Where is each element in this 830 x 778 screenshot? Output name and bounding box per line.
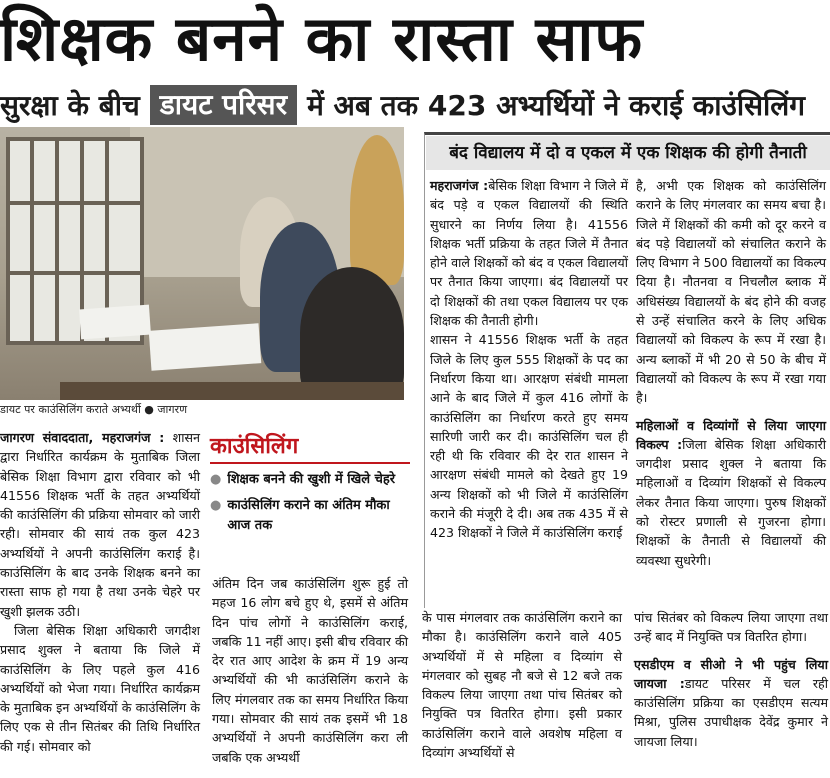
subhead-post: में अब तक 423 अभ्यर्थियों ने कराई काउंसिलिंग bbox=[307, 89, 806, 122]
paragraph: के पास मंगलवार तक काउंसिलिंग कराने का मौका है। काउंसिलिंग कराने वाले 405 अभ्यर्थियों में से महिला व दिव्यांग से मंगलवार को सुबह नौ बजे से 12 बजे तक विकल्प लिया जाएगा तथा पांच सितंबर को नियुक्ति पत्र वितरित होगा। इसी प्रकार काउंसिलिंग कराने वाले अवशेष महिला व दिव्यांग अभ्यर्थियों से bbox=[422, 610, 622, 761]
paragraph: महिलाओं व दिव्यांगों से लिया जाएगा विकल्प :जिला बेसिक शिक्षा अधिकारी जगदीश प्रसाद शुक्ल ने बताया कि महिलाओं व दिव्यांग शिक्षकों से विकल्प लेकर तैनात किया जाएगा। पुरुष शिक्षकों को रोस्टर प्रणाली से गुजरना होगा। शिक्षकों के तैनाती से विद्यालयों की व्यवस्था सुधरेगी। bbox=[636, 417, 826, 568]
paragraph: जिला बेसिक शिक्षा अधिकारी जगदीश प्रसाद शुक्ल ने बताया कि जिले में काउंसिलिंग के लिए पहले कुल 416 अभ्यर्थियों को भेजा गया। निर्धारित कार्यक्रम के मुताबिक इन अभ्यर्थियों के काउंसिलिंग के लिए एक से तीन सितंबर की तिथि निर्धारित की गई। सोमवार को bbox=[0, 622, 200, 754]
subhead-highlight: डायट परिसर bbox=[150, 85, 297, 125]
subheadline bbox=[0, 83, 830, 127]
paragraph: एसडीएम व सीओ ने भी पहुंच लिया जायजा :डायट परिसर में चल रही काउंसिलिंग प्रक्रिया का एसडीएम सत्यम मिश्रा, पुलिस उपाधीक्षक देवेंद्र कुमार ने जायजा लिया। bbox=[634, 656, 828, 749]
paragraph: महराजगंज :बेसिक शिक्षा विभाग ने जिले में बंद पड़े व एकल विद्यालयों की स्थिति सुधारने का निर्णय लिया है। 41556 शिक्षक भर्ती प्रक्रिया के तहत जिले में तैनात होने वाले शिक्षकों को बंद व एकल विद्यालयों पर तैनात किया जाएगा। बंद विद्यालयों पर दो शिक्षकों की तथा एकल विद्यालय पर एक शिक्षक की तैनाती होगी। bbox=[430, 178, 628, 329]
paragraph: पांच सितंबर को विकल्प लिया जाएगा तथा उन्हें बाद में नियुक्ति पत्र वितरित होगा। bbox=[634, 610, 828, 645]
paragraph: अंतिम दिन जब काउंसिलिंग शुरू हुई तो महज 16 लोग बचे हुए थे, इसमें से अंतिम दिन पांच लोगों ने काउंसिलिंग कराई, जबकि 11 नहीं आए। इसी बीच रविवार की देर रात आए आदेश के क्रम में 19 अन्य अभ्यर्थियों की भी काउंसिलिंग कराने के लिए मंगलवार तक का समय निर्धारित किया गया। सोमवार की सायं तक इसमें भी 18 अभ्यर्थियों ने अपनी काउंसिलिंग करा ली जबकि एक अभ्यर्थी bbox=[212, 576, 408, 765]
subhead-pre: सुरक्षा के बीच bbox=[0, 89, 140, 122]
headline: शिक्षक बनने का रास्ता साफ bbox=[0, 2, 644, 75]
paragraph: जागरण संवाददाता, महराजगंज : शासन द्वारा निर्धारित कार्यक्रम के मुताबिक जिला बेसिक शिक्षा विभाग द्वारा रविवार को भी 41556 शिक्षक भर्ती के तहत अभ्यर्थियों की काउंसिलिंग की प्रक्रिया सोमवार को जारी रही। सोमवार की सायं तक कुल 423 अभ्यर्थियों ने अपनी काउंसिलिंग कराई है। काउंसिलिंग के बाद उनके शिक्षक बनने का रास्ता साफ हो गया है तथा उनके चेहरे पर खुशी झलक उठी। bbox=[0, 430, 200, 619]
main-column-1 bbox=[0, 428, 200, 756]
box-column-2 bbox=[636, 176, 826, 570]
bullet-icon: ● bbox=[210, 498, 222, 513]
sidebar-title: काउंसिलिंग bbox=[210, 430, 410, 464]
paragraph: शासन ने 41556 शिक्षक भर्ती के तहत जिले के लिए कुल 555 शिक्षकों के पद का निर्धारण किया था। आरक्षण संबंधी मामला आने के बाद जिले में कुल 416 लोगों के काउंसिलिंग का निर्धारण करते हुए समय सारिणी जारी कर दी। काउंसिलिंग चल ही रही थी कि रविवार की देर रात शासन ने आरक्षण संबंधी मामले को देखते हुए 19 अन्य शिक्षकों को भी जिले में काउंसिलिंग कराने की मंजूरी दे दी। अब तक 435 में से 423 शिक्षकों ने जिले में काउंसिलिंग कराई bbox=[430, 332, 628, 541]
sidebar-item: ● शिक्षक बनने की खुशी में खिले चेहरे bbox=[210, 470, 410, 490]
bullet-icon: ● bbox=[210, 472, 222, 487]
paragraph: है, अभी एक शिक्षक को काउंसिलिंग कराने के लिए मंगलवार का समय बचा है। जिले में शिक्षकों की कमी को दूर करने व बंद पड़े विद्यालयों को संचालित कराने के लिए विभाग ने 500 विद्यालयों का विकल्प दिया है। नौतनवा व निचलौल ब्लाक में अधिसंख्य विद्यालयों के बंद होने की वजह से उन्हें संचालित करने के लिए अधिक विद्यालयों को विकल्प के रूप में रखा है। अन्य ब्लाकों में भी 20 से 50 के बीच में विद्यालयों को विकल्प के रूप में रखा गया है। bbox=[636, 178, 826, 406]
sidebar-item: ● काउंसिलिंग कराने का अंतिम मौका आज तक bbox=[210, 496, 410, 536]
main-column-2 bbox=[212, 574, 408, 767]
boxed-story-title: बंद विद्यालय में दो व एकल में एक शिक्षक की होगी तैनाती bbox=[426, 136, 830, 170]
sidebar-highlights bbox=[210, 430, 410, 570]
main-column-3 bbox=[422, 608, 622, 762]
photo-caption: डायट पर काउंसिलिंग कराते अभ्यर्थी ● जागरण bbox=[0, 403, 188, 416]
main-column-4 bbox=[634, 608, 828, 751]
box-column-1 bbox=[430, 176, 628, 543]
news-photo bbox=[0, 127, 404, 400]
